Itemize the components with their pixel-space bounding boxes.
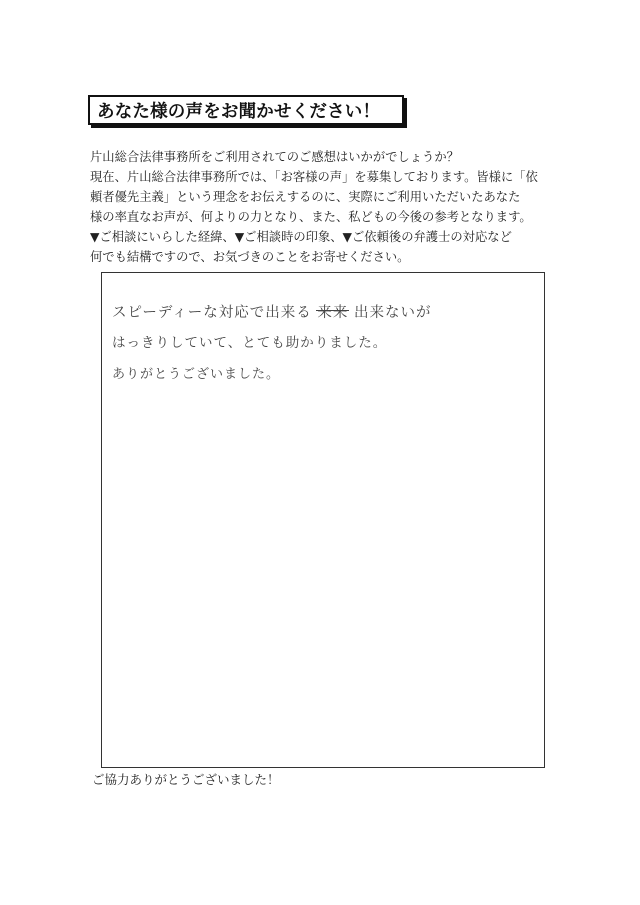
handwritten-line-2: はっきりしていて、とても助かりました。 [112, 335, 388, 351]
handwritten-line-3: ありがとうございました。 [112, 367, 281, 382]
intro-line: 何でも結構ですので、お気づきのことをお寄せください。 [90, 250, 410, 264]
intro-text [90, 147, 560, 267]
struck-out-text: 来来 [317, 301, 348, 322]
intro-line: ▼ご相談にいらした経緯、▼ご相談時の印象、▼ご依頼後の弁護士の対応など [90, 230, 512, 244]
page-title: あなた様の声をお聞かせください！ [97, 101, 381, 122]
handwritten-text: 出来ないが [353, 305, 432, 321]
title-box [88, 95, 404, 125]
intro-line: 様の率直なお声が、何よりの力となり、また、私どもの今後の参考となります。 [90, 210, 532, 224]
handwritten-text: スピーディーな対応で出来る [112, 305, 312, 321]
intro-line: 現在、片山総合法律事務所では、「お客様の声」を募集しております。皆様に「依 [90, 170, 538, 184]
handwritten-line-1 [112, 301, 431, 322]
handwritten-answer-box [101, 272, 545, 768]
intro-line: 片山総合法律事務所をご利用されてのご感想はいかがでしょうか？ [90, 150, 459, 164]
intro-line: 頼者優先主義」という理念をお伝えするのに、実際にご利用いただいたあなた [90, 190, 521, 204]
footer-thanks: ご協力ありがとうございました！ [92, 772, 280, 787]
